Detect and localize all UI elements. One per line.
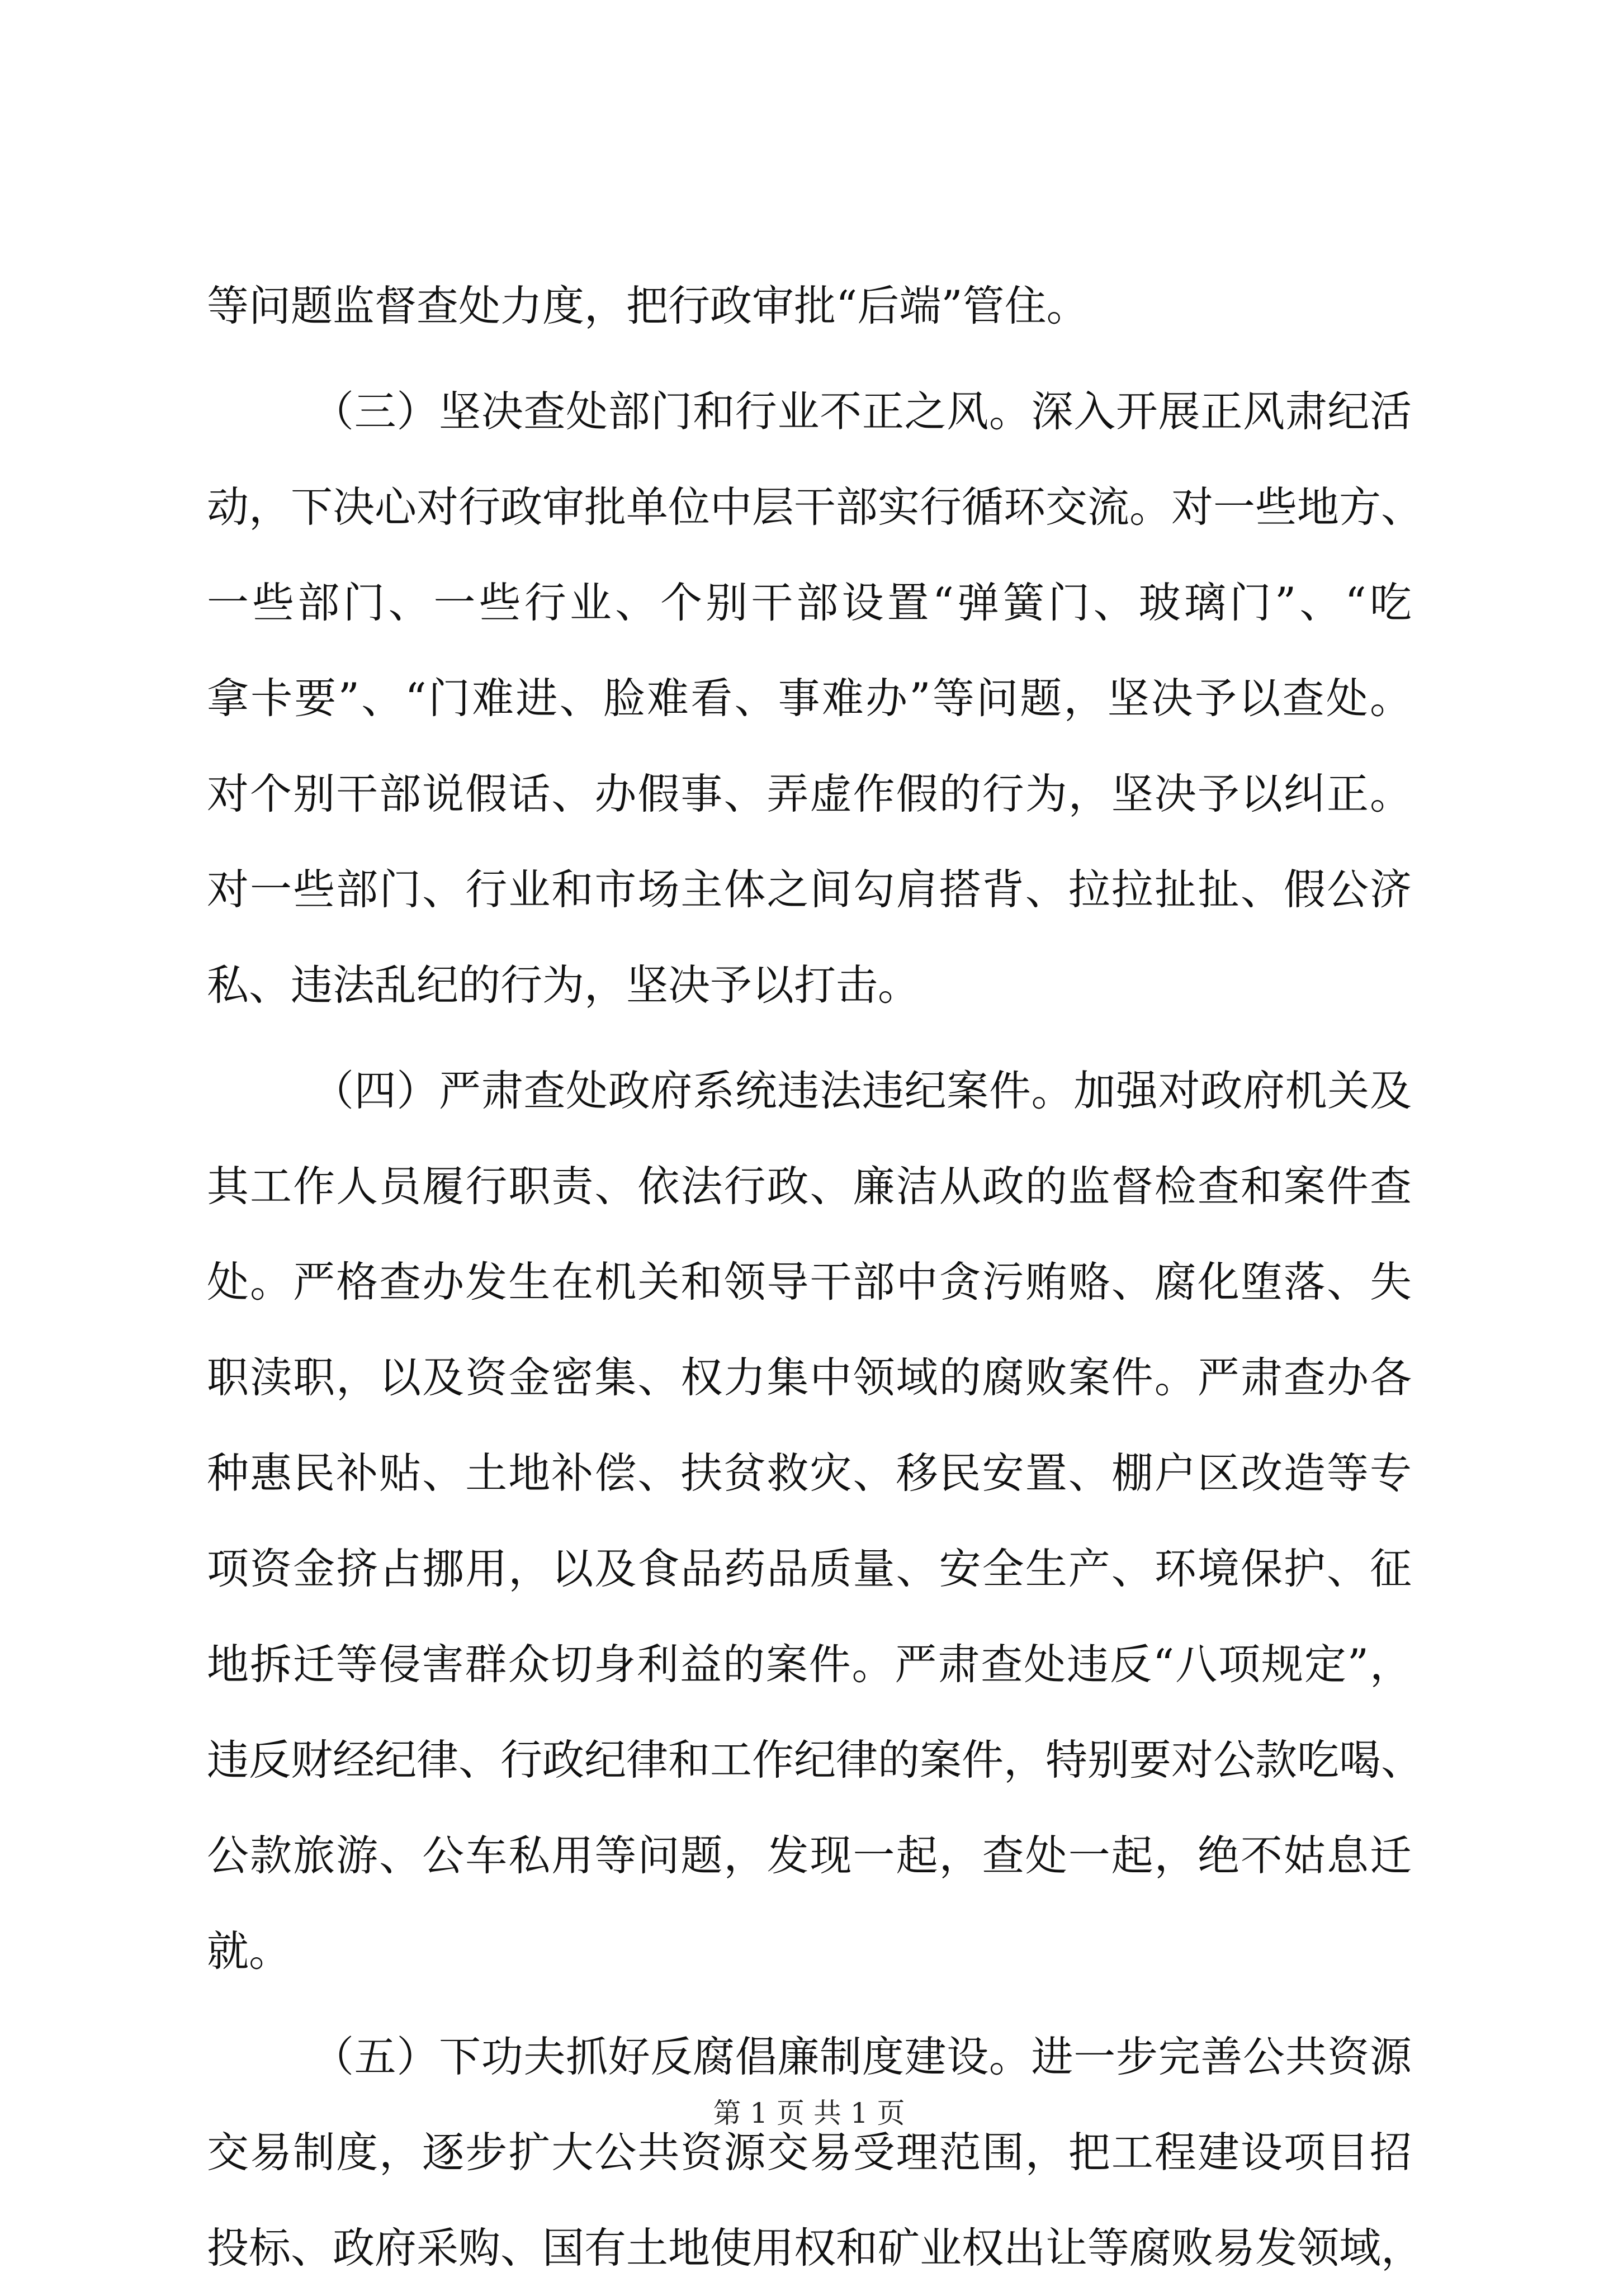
text-line: 私、违法乱纪的行为，坚决予以打击。	[207, 960, 920, 1010]
text-line: 交易制度，逐步扩大公共资源交易受理范围，把工程建设项目招	[207, 2128, 1412, 2177]
text-line: （四）严肃查处政府系统违法违纪案件。加强对政府机关及	[312, 1066, 1412, 1115]
text-line: 处。严格查办发生在机关和领导干部中贪污贿赂、腐化堕落、失	[207, 1257, 1412, 1306]
paragraph	[207, 364, 1423, 1033]
text-line: 公款旅游、公车私用等问题，发现一起，查处一起，绝不姑息迁	[207, 1831, 1412, 1880]
text-line: 地拆迁等侵害群众切身利益的案件。严肃查处违反“八项规定”，	[207, 1640, 1412, 1689]
text-line: 其工作人员履行职责、依法行政、廉洁从政的监督检查和案件查	[207, 1162, 1412, 1211]
text-line: 动，下决心对行政审批单位中层干部实行循环交流。对一些地方、	[207, 482, 1423, 532]
page-footer: 第 1 页 共 1 页	[713, 2097, 905, 2129]
text-line: 拿卡要”、“门难进、脸难看、事难办”等问题，坚决予以查处。	[207, 674, 1412, 723]
text-line: 投标、政府采购、国有土地使用权和矿业权出让等腐败易发领域，	[207, 2223, 1423, 2273]
text-line: （五）下功夫抓好反腐倡廉制度建设。进一步完善公共资源	[312, 2032, 1412, 2081]
paragraph	[207, 258, 1412, 354]
text-line: 项资金挤占挪用，以及食品药品质量、安全生产、环境保护、征	[207, 1544, 1412, 1593]
text-line: （三）坚决查处部门和行业不正之风。深入开展正风肃纪活	[312, 387, 1412, 436]
paragraph	[207, 2009, 1423, 2296]
text-line: 违反财经纪律、行政纪律和工作纪律的案件，特别要对公款吃喝、	[207, 1735, 1423, 1784]
text-line: 一些部门、一些行业、个别干部设置“弹簧门、玻璃门”、“吃	[207, 578, 1412, 627]
text-line: 种惠民补贴、土地补偿、扶贫救灾、移民安置、棚户区改造等专	[207, 1448, 1412, 1498]
text-line: 对一些部门、行业和市场主体之间勾肩搭背、拉拉扯扯、假公济	[207, 865, 1412, 914]
text-line: 职渎职，以及资金密集、权力集中领域的腐败案件。严肃查办各	[207, 1353, 1412, 1402]
document-body	[207, 258, 1423, 2296]
paragraph	[207, 1043, 1423, 1999]
text-line: 就。	[207, 1926, 291, 1976]
text-line: 对个别干部说假话、办假事、弄虚作假的行为，坚决予以纠正。	[207, 769, 1412, 818]
text-line: 等问题监督查处力度，把行政审批“后端”管住。	[207, 281, 1089, 330]
